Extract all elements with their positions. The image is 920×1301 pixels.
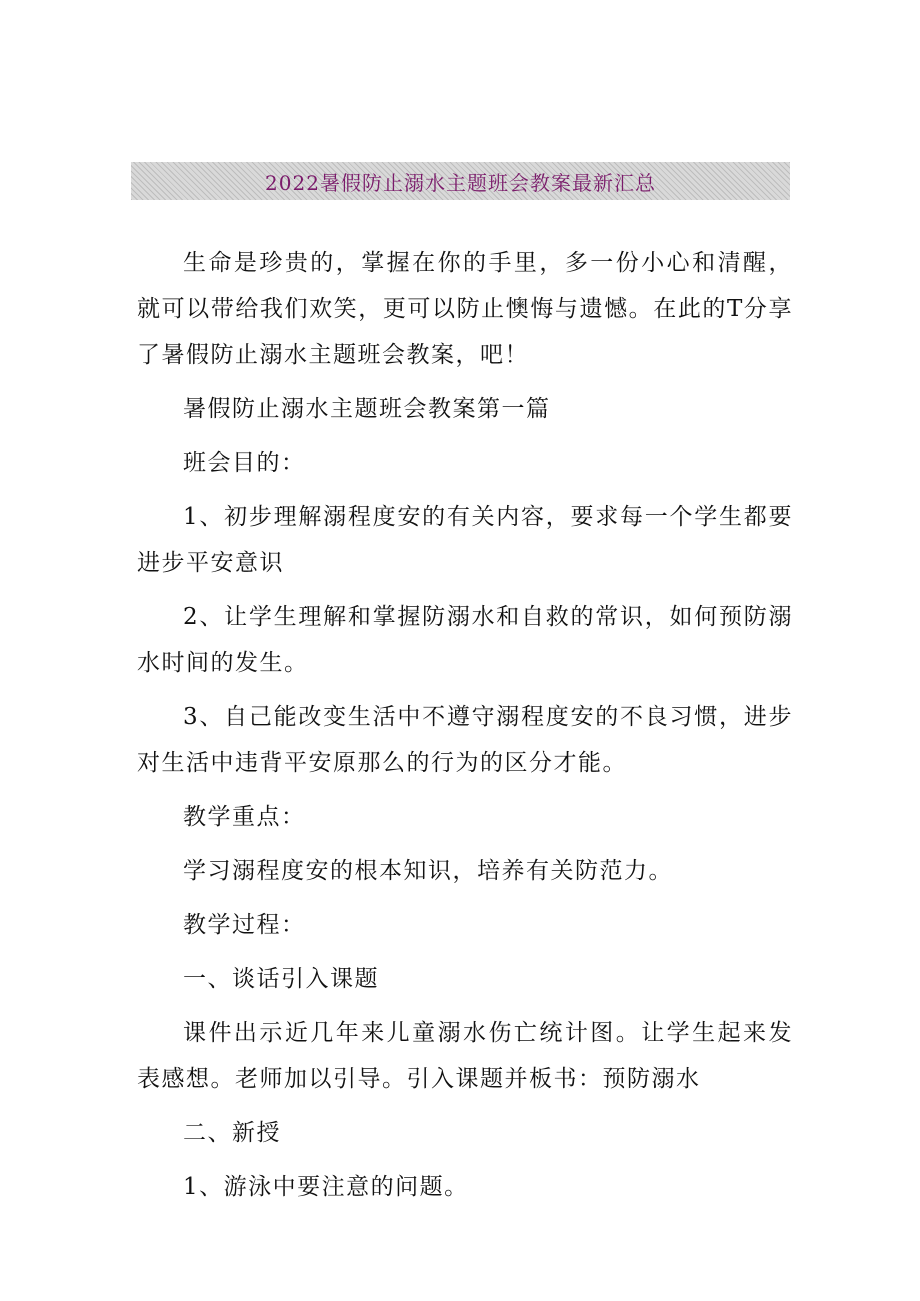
- intro-paragraph: 生命是珍贵的，掌握在你的手里，多一份小心和清醒，就可以带给我们欢笑，更可以防止懊悔与遗憾。在此的T分享了暑假防止溺水主题班会教案，吧！: [137, 250, 793, 368]
- document-title: 2022暑假防止溺水主题班会教案最新汇总: [265, 170, 656, 195]
- title-banner: [131, 162, 790, 200]
- step-2-item-1: 1、游泳中要注意的问题。: [183, 1174, 469, 1200]
- goal-label: 班会目的：: [183, 450, 306, 476]
- process-label: 教学过程：: [183, 912, 306, 938]
- goal-item-1: 1、初步理解溺程度安的有关内容，要求每一个学生都要进步平安意识: [137, 504, 793, 576]
- section-heading: 暑假防止溺水主题班会教案第一篇: [183, 396, 551, 422]
- key-point-label: 教学重点：: [183, 804, 306, 830]
- step-2-heading: 二、新授: [183, 1120, 281, 1146]
- key-point-text: 学习溺程度安的根本知识，培养有关防范力。: [183, 858, 673, 884]
- goal-item-3: 3、自己能改变生活中不遵守溺程度安的不良习惯，进步对生活中违背平安原那么的行为的区分才能。: [137, 704, 793, 776]
- step-1-heading: 一、谈话引入课题: [183, 966, 379, 992]
- step-1-text: 课件出示近几年来儿童溺水伤亡统计图。让学生起来发表感想。老师加以引导。引入课题并板书：预防溺水: [137, 1020, 793, 1092]
- document-body: [137, 240, 793, 1210]
- goal-item-2: 2、让学生理解和掌握防溺水和自救的常识，如何预防溺水时间的发生。: [137, 604, 793, 676]
